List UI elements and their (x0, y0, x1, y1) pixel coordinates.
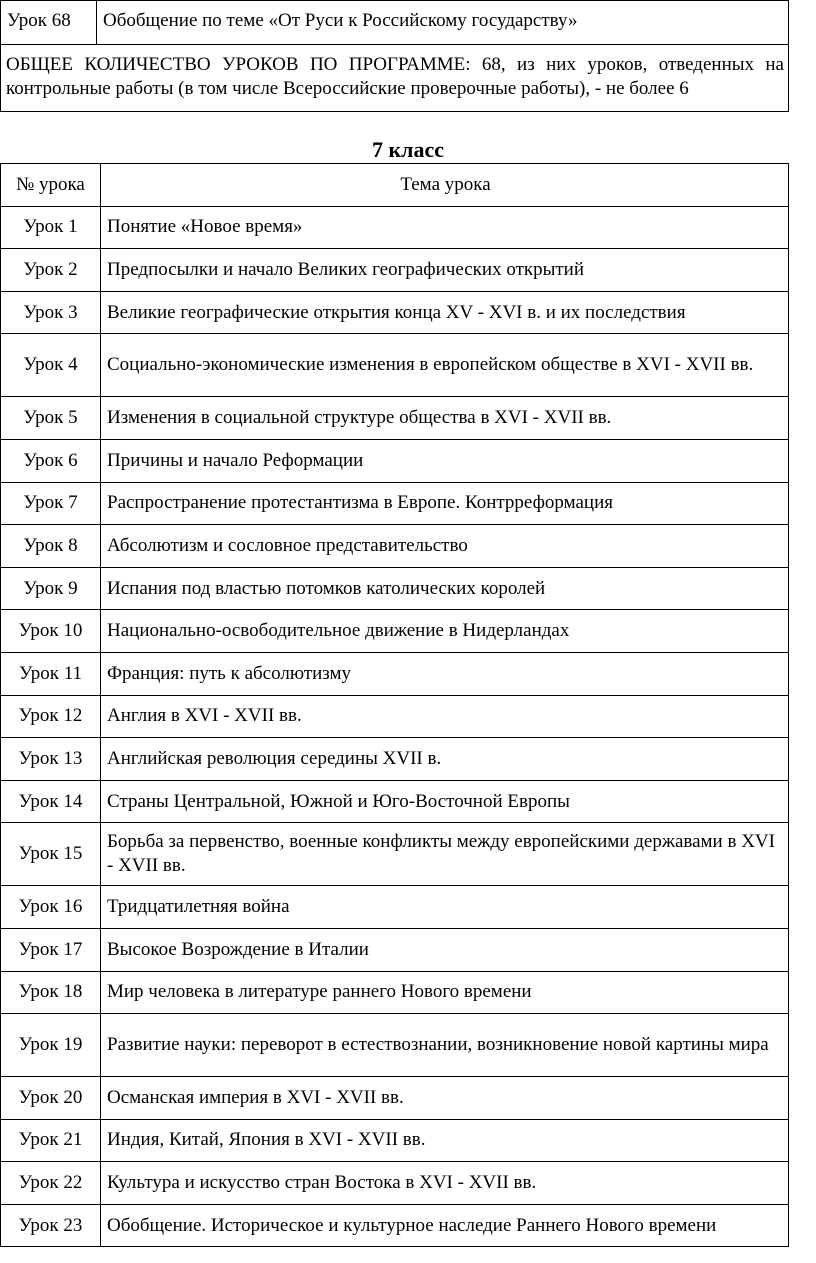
lesson-topic-cell: Распространение протестантизма в Европе. Контрреформация (101, 482, 789, 525)
table-header-row (1, 164, 789, 207)
lesson-number-cell: Урок 9 (1, 567, 101, 610)
lesson-topic-cell: Причины и начало Реформации (101, 439, 789, 482)
lesson-topic-cell: Развитие науки: переворот в естествознании, возникновение новой картины мира (101, 1014, 789, 1077)
lesson-topic-cell: Борьба за первенство, военные конфликты между европейскими державами в XVI - XVII вв. (101, 823, 789, 886)
lesson-topic-cell: Высокое Возрождение в Италии (101, 928, 789, 971)
lesson-topic-cell: Страны Центральной, Южной и Юго-Восточной Европы (101, 780, 789, 823)
program-summary-cell: ОБЩЕЕ КОЛИЧЕСТВО УРОКОВ ПО ПРОГРАММЕ: 68, из них уроков, отведенных на контрольные работы (в том числе Всероссийские проверочные работы), - не более 6 (1, 45, 789, 112)
lesson-topic-cell: Обобщение. Историческое и культурное наследие Раннего Нового времени (101, 1204, 789, 1247)
lesson-topic-cell: Испания под властью потомков католических королей (101, 567, 789, 610)
lesson-topic-cell: Понятие «Новое время» (101, 206, 789, 249)
table-row (1, 567, 789, 610)
lesson-topic-cell: Национально-освободительное движение в Нидерландах (101, 610, 789, 653)
lesson-number-cell: Урок 4 (1, 334, 101, 397)
lesson-topic-cell: Индия, Китай, Япония в XVI - XVII вв. (101, 1119, 789, 1162)
table-row (1, 1077, 789, 1120)
lesson-topic-cell: Абсолютизм и сословное представительство (101, 525, 789, 568)
summary-row (1, 45, 789, 112)
table-row (1, 334, 789, 397)
lesson-number-cell: Урок 8 (1, 525, 101, 568)
section-title: 7 класс (371, 137, 445, 162)
lessons-table (0, 163, 789, 1247)
previous-section-table (0, 0, 789, 112)
lesson-topic-cell: Английская революция середины XVII в. (101, 738, 789, 781)
header-lesson-number: № урока (1, 164, 101, 207)
table-row (1, 1, 789, 45)
lesson-number-cell: Урок 22 (1, 1162, 101, 1205)
lesson-number-cell: Урок 12 (1, 695, 101, 738)
table-row (1, 1162, 789, 1205)
table-row (1, 439, 789, 482)
lesson-number-cell: Урок 1 (1, 206, 101, 249)
lesson-topic-cell: Тридцатилетняя война (101, 886, 789, 929)
lesson-number-cell: Урок 23 (1, 1204, 101, 1247)
lesson-topic-cell: Изменения в социальной структуре общества в XVI - XVII вв. (101, 397, 789, 440)
lesson-topic-cell: Предпосылки и начало Великих географических открытий (101, 249, 789, 292)
lesson-topic-cell: Великие географические открытия конца XV - XVI в. и их последствия (101, 291, 789, 334)
lesson-number-cell: Урок 10 (1, 610, 101, 653)
lesson-topic-cell: Обобщение по теме «От Руси к Российскому государству» (97, 1, 789, 45)
table-row (1, 738, 789, 781)
table-row (1, 652, 789, 695)
table-row (1, 249, 789, 292)
lesson-topic-cell: Культура и искусство стран Востока в XVI - XVII вв. (101, 1162, 789, 1205)
lesson-number-cell: Урок 21 (1, 1119, 101, 1162)
header-lesson-topic: Тема урока (101, 164, 789, 207)
lesson-number-cell: Урок 13 (1, 738, 101, 781)
table-row (1, 291, 789, 334)
lesson-number-cell: Урок 5 (1, 397, 101, 440)
lesson-number-cell: Урок 15 (1, 823, 101, 886)
lesson-number-cell: Урок 16 (1, 886, 101, 929)
lesson-number-cell: Урок 68 (1, 1, 97, 45)
lesson-number-cell: Урок 6 (1, 439, 101, 482)
lesson-number-cell: Урок 17 (1, 928, 101, 971)
lesson-number-cell: Урок 7 (1, 482, 101, 525)
lesson-number-cell: Урок 18 (1, 971, 101, 1014)
table-row (1, 823, 789, 886)
table-row (1, 1119, 789, 1162)
table-row (1, 1014, 789, 1077)
lesson-topic-cell: Османская империя в XVI - XVII вв. (101, 1077, 789, 1120)
table-row (1, 397, 789, 440)
table-row (1, 610, 789, 653)
table-row (1, 886, 789, 929)
lesson-number-cell: Урок 3 (1, 291, 101, 334)
table-row (1, 971, 789, 1014)
table-row (1, 482, 789, 525)
lesson-topic-cell: Социально-экономические изменения в европейском обществе в XVI - XVII вв. (101, 334, 789, 397)
lesson-topic-cell: Мир человека в литературе раннего Нового времени (101, 971, 789, 1014)
table-row (1, 1204, 789, 1247)
table-row (1, 928, 789, 971)
lesson-number-cell: Урок 20 (1, 1077, 101, 1120)
table-row (1, 695, 789, 738)
lesson-number-cell: Урок 19 (1, 1014, 101, 1077)
lesson-number-cell: Урок 11 (1, 652, 101, 695)
table-row (1, 206, 789, 249)
lesson-topic-cell: Англия в XVI - XVII вв. (101, 695, 789, 738)
table-row (1, 780, 789, 823)
table-row (1, 525, 789, 568)
lesson-topic-cell: Франция: путь к абсолютизму (101, 652, 789, 695)
lesson-number-cell: Урок 14 (1, 780, 101, 823)
lesson-number-cell: Урок 2 (1, 249, 101, 292)
